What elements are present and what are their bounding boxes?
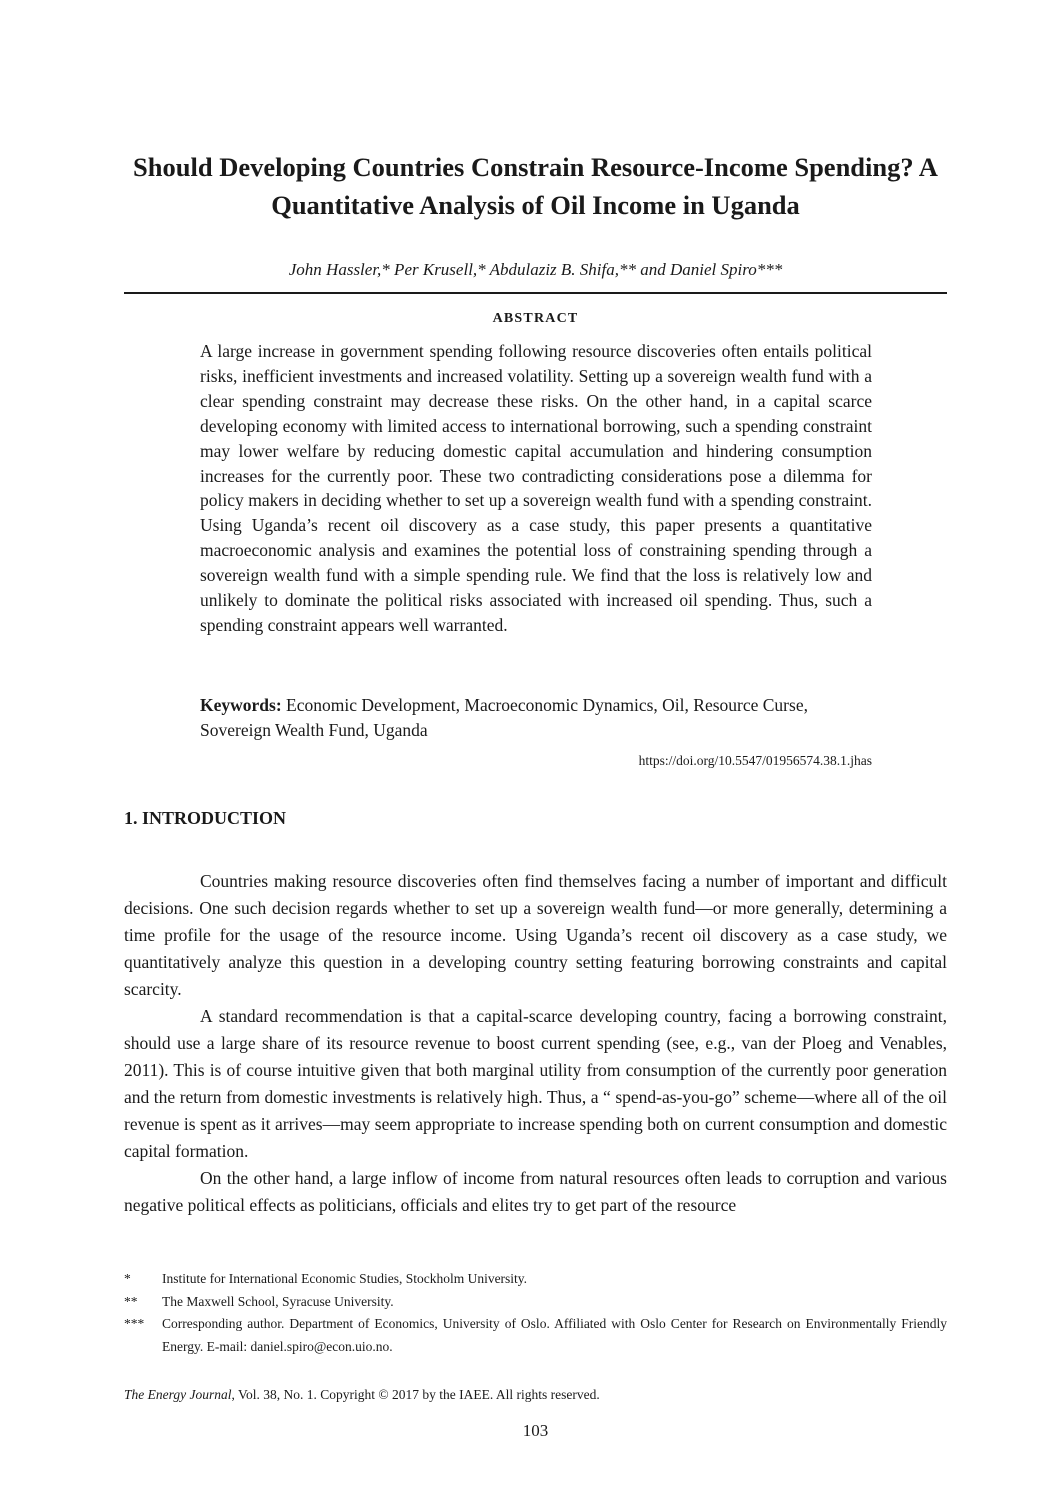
- footnote-text: Corresponding author. Department of Economics, University of Oslo. Affiliated with Oslo Center for Research on Environmentally Friendly Energy. E-mail: daniel.spiro@econ.uio.no.: [162, 1316, 947, 1354]
- introduction-body: [124, 868, 947, 1219]
- footnote: [124, 1313, 947, 1358]
- keywords: [200, 693, 872, 743]
- footnote: [124, 1291, 947, 1314]
- abstract-heading: ABSTRACT: [492, 311, 579, 326]
- title-divider: [124, 292, 947, 294]
- footnote-text: The Maxwell School, Syracuse University.: [162, 1293, 394, 1309]
- keywords-label: Keywords:: [200, 695, 282, 715]
- footnote: [124, 1268, 947, 1291]
- footnotes: [124, 1268, 947, 1358]
- doi-link[interactable]: https://doi.org/10.5547/01956574.38.1.jhas: [638, 753, 872, 768]
- intro-paragraph-3: On the other hand, a large inflow of income from natural resources often leads to corruption and various negative political effects as politicians, officials and elites try to get part of the resource: [124, 1168, 947, 1215]
- footnote-mark: ***: [124, 1316, 145, 1331]
- keywords-list: Economic Development, Macroeconomic Dynamics, Oil, Resource Curse, Sovereign Wealth Fund, Uganda: [200, 695, 808, 740]
- footnote-mark: **: [124, 1293, 138, 1309]
- intro-paragraph-2: A standard recommendation is that a capital-scarce developing country, facing a borrowing constraint, should use a large share of its resource revenue to boost current spending (see, e.g., van der Ploeg and Venables, 2011). This is of course intuitive given that both marginal utility from consumption of the currently poor generation and the return from domestic investments is relatively high. Thus, a “ spend-as-you-go” scheme—where all of the oil revenue is spent as it arrives—may seem appropriate to increase spending both on current consumption and domestic capital formation.: [124, 1006, 947, 1161]
- journal-name: The Energy Journal: [124, 1387, 232, 1402]
- intro-paragraph-1: Countries making resource discoveries often find themselves facing a number of important and difficult decisions. One such decision regards whether to set up a sovereign wealth fund—or more generally, determining a time profile for the usage of the resource income. Using Uganda’s recent oil discovery as a case study, we quantitatively analyze this question in a developing country setting featuring borrowing constraints and capital scarcity.: [124, 871, 947, 999]
- journal-details: , Vol. 38, No. 1. Copyright © 2017 by the IAEE. All rights reserved.: [231, 1387, 600, 1402]
- journal-citation: [124, 1385, 947, 1405]
- section-heading-introduction: 1. INTRODUCTION: [124, 808, 287, 828]
- footnote-text: Institute for International Economic Studies, Stockholm University.: [162, 1271, 528, 1286]
- paper-title: Should Developing Countries Constrain Resource-Income Spending? A Quantitative Analysis of Oil Income in Uganda: [133, 152, 938, 220]
- author-line: John Hassler,* Per Krusell,* Abdulaziz B. Shifa,** and Daniel Spiro***: [288, 260, 783, 279]
- footnote-mark: *: [124, 1271, 131, 1286]
- abstract-text: A large increase in government spending following resource discoveries often entails political risks, inefficient investments and increased volatility. Setting up a sovereign wealth fund with a clear spending constraint may decrease these risks. On the other hand, in a capital scarce developing economy with limited access to international borrowing, such a spending constraint may lower welfare by reducing domestic capital accumulation and hindering consumption increases for the currently poor. These two contradicting considerations pose a dilemma for policy makers in deciding whether to set up a sovereign wealth fund with a spending constraint. Using Uganda’s recent oil discovery as a case study, this paper presents a quantitative macroeconomic analysis and examines the potential loss of constraining spending through a sovereign wealth fund with a simple spending rule. We find that the loss is relatively low and unlikely to dominate the political risks associated with increased oil spending. Thus, such a spending constraint appears well warranted.: [200, 341, 872, 635]
- page-number: 103: [522, 1421, 549, 1440]
